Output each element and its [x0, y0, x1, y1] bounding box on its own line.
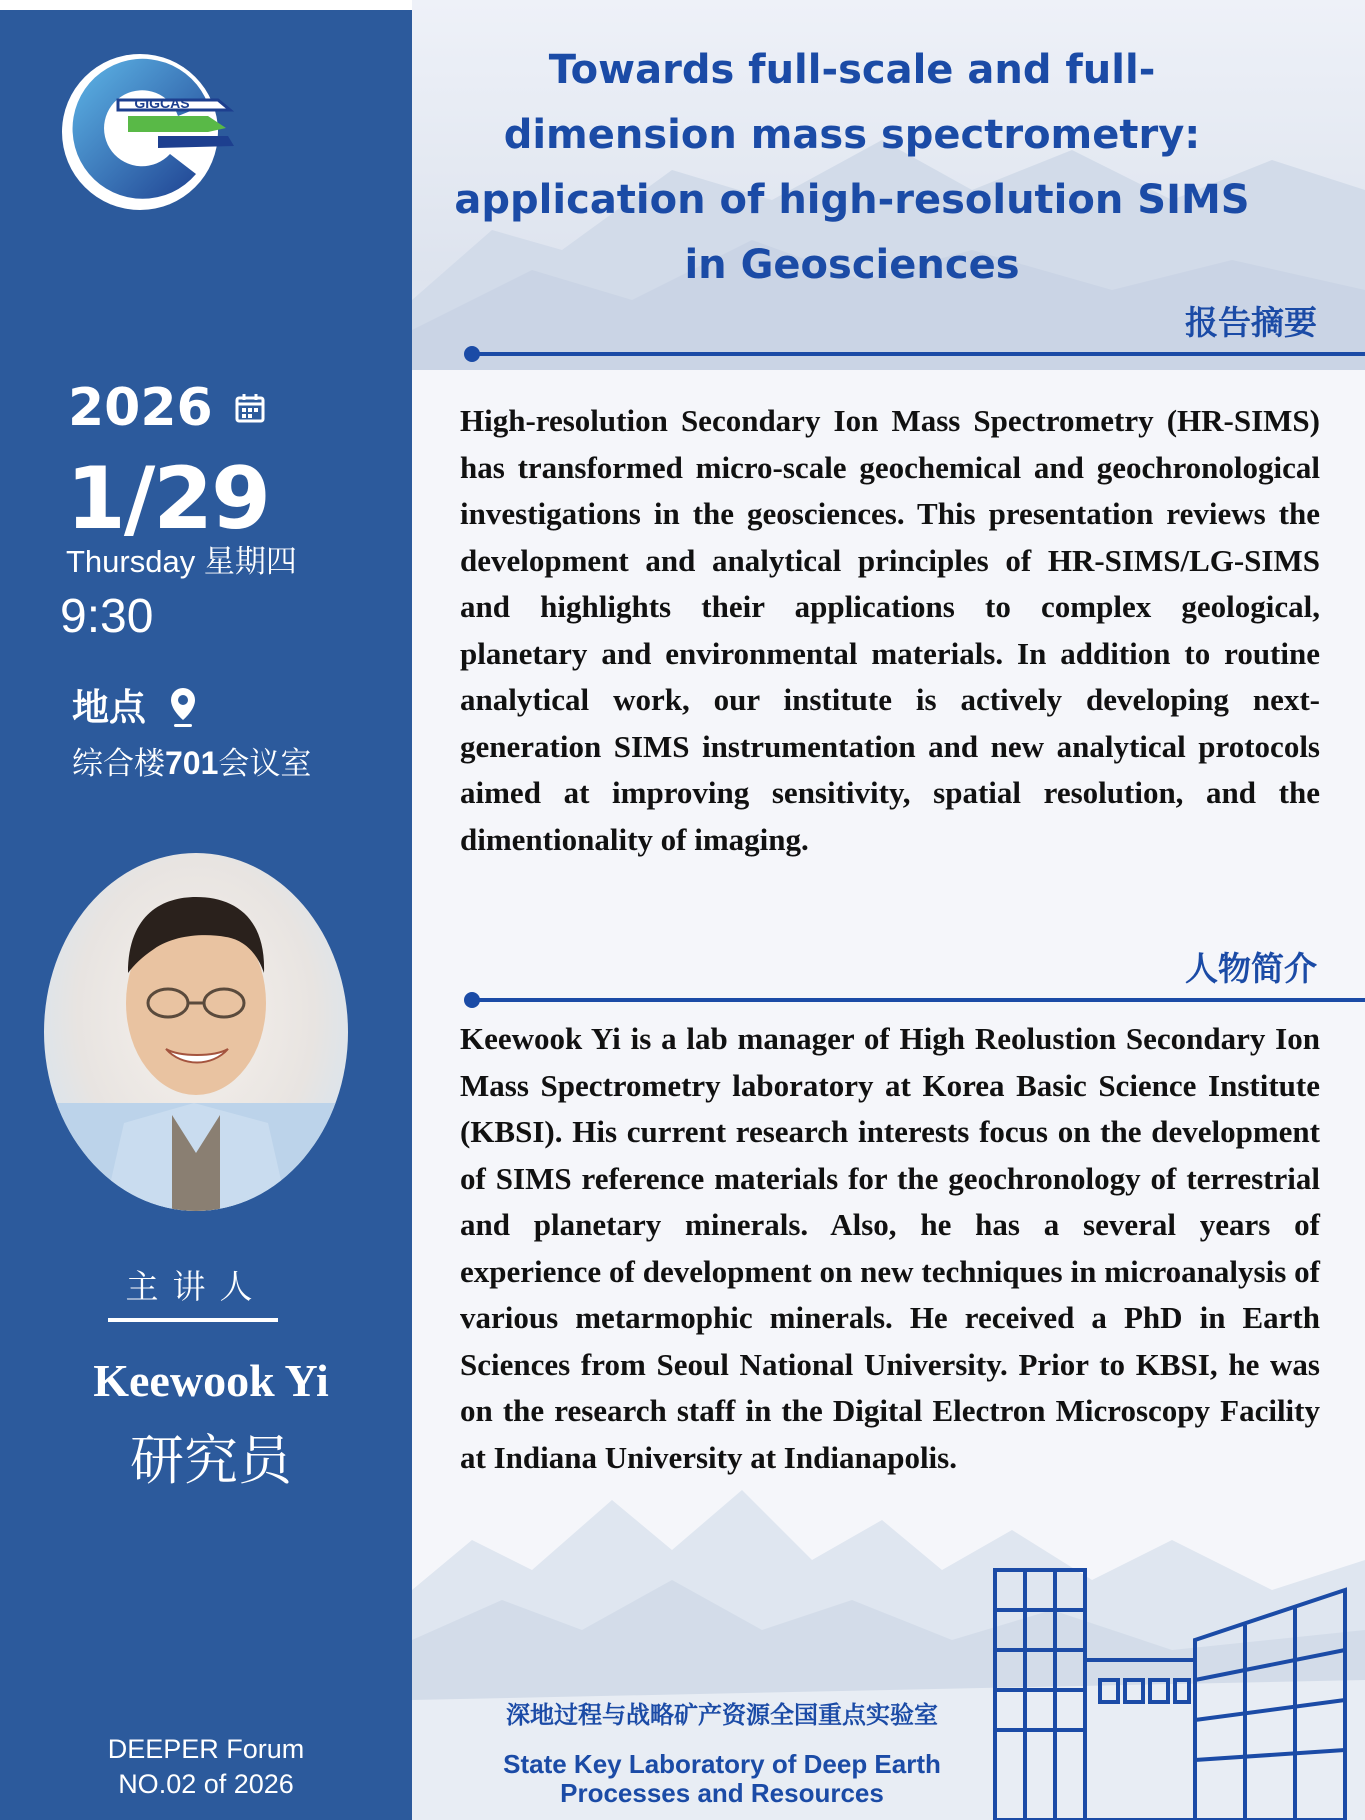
- speaker-photo: [44, 853, 348, 1211]
- info-sidebar: [0, 10, 412, 1820]
- lab-name-en-line: Processes and Resources: [560, 1778, 884, 1808]
- abstract-text: High-resolution Secondary Ion Mass Spectrometry (HR-SIMS) has transformed micro-scale geochemical and geochronological investigations in the geosciences. This presentation reviews the development and analytical principles of HR-SIMS/LG-SIMS and highlights their applications to complex geological, planetary and environmental materials. In addition to routine analytical work, our institute is actively developing next-generation SIMS instrumentation and new analytical protocols aimed at improving sensitivity, spatial resolution, and the dimentionality of imaging.: [460, 403, 1320, 857]
- abstract-heading: 报告摘要: [1185, 303, 1317, 342]
- bio-heading: 人物简介: [1185, 949, 1317, 988]
- bio-text: Keewook Yi is a lab manager of High Reolustion Secondary Ion Mass Spectrometry laboratory at Korea Basic Science Institute (KBSI). His current research interests focus on the development of SIMS reference materials for the geochronology of terrestrial and planetary minerals. Also, he has a several years of experience of development on new techniques in microanalysis of various metarmophic minerals. He received a PhD in Earth Sciences from Seoul National University. Prior to KBSI, he was on the research staff in the Digital Electron Microscopy Facility at Indiana University at Indianapolis.: [460, 1021, 1320, 1475]
- speaker-role-label: 主讲人: [125, 1267, 267, 1306]
- venue-room: [72, 747, 311, 780]
- lab-name-en: [472, 1750, 972, 1808]
- location-pin-icon: [168, 686, 198, 728]
- date-year-row: [68, 378, 265, 438]
- bio-divider-dot: [464, 992, 480, 1008]
- lab-name-en-line: State Key Laboratory of Deep Earth: [503, 1749, 941, 1779]
- abstract-divider: [468, 352, 1365, 356]
- speaker-name: Keewook Yi: [93, 1355, 329, 1406]
- bio-divider: [468, 998, 1365, 1002]
- speaker-title: 研究员: [130, 1429, 292, 1492]
- event-year: 2026: [68, 378, 213, 438]
- talk-title-line: in Geosciences: [684, 242, 1020, 288]
- venue-number: 701: [165, 745, 219, 781]
- venue-label-row: [72, 686, 198, 728]
- institute-logo: [58, 46, 238, 216]
- talk-title: [442, 38, 1262, 298]
- forum-info: [40, 1732, 372, 1802]
- lab-name-cn: 深地过程与战略矿产资源全国重点实验室: [506, 1700, 938, 1729]
- calendar-icon: [235, 393, 265, 423]
- forum-name: DEEPER Forum: [107, 1734, 305, 1764]
- talk-title-line: application of high-resolution SIMS: [454, 177, 1250, 223]
- event-date: 1/29: [66, 449, 269, 549]
- venue-suffix: 会议室: [218, 746, 312, 782]
- venue-label: 地点: [72, 685, 146, 729]
- main-content: [412, 0, 1365, 1820]
- talk-title-line: Towards full-scale and full-: [548, 47, 1156, 93]
- speaker-portrait: [44, 853, 348, 1211]
- laboratory-building-illustration: [965, 1530, 1365, 1820]
- event-time: 9:30: [60, 590, 154, 643]
- venue-prefix: 综合楼: [72, 746, 165, 782]
- event-weekday: Thursday 星期四: [66, 544, 297, 579]
- speaker-role-underline: [108, 1318, 278, 1322]
- talk-title-line: dimension mass spectrometry:: [503, 112, 1201, 158]
- logo-text: GIGCAS: [134, 95, 190, 111]
- abstract-divider-dot: [464, 346, 480, 362]
- forum-number: NO.02 of 2026: [118, 1769, 294, 1799]
